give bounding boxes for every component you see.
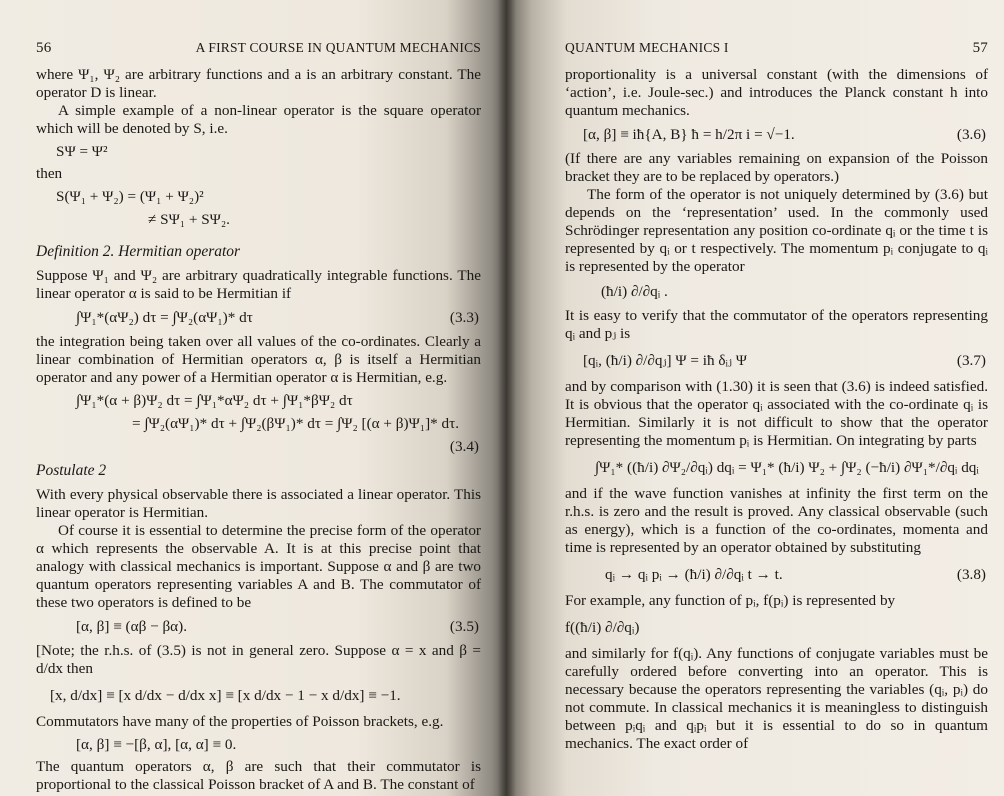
- left-paragraph-2: A simple example of a non-linear operator is the square operator which will be denoted by S, i.e.: [36, 102, 481, 137]
- equation-3-4: [36, 437, 481, 456]
- left-running-head: A FIRST COURSE IN QUANTUM MECHANICS: [195, 40, 481, 55]
- definition-2-heading: Definition 2. Hermitian operator: [36, 243, 241, 260]
- right-paragraph-1: proportionality is a universal constant (with the dimensions of ‘action’, i.e. Joule-sec.) and introduces the Planck constant h into quantum mechanics.: [565, 66, 988, 119]
- right-page-number: 57: [972, 40, 988, 56]
- right-page: [507, 0, 1004, 796]
- equation-3-8-number: (3.8): [956, 566, 986, 583]
- equation-3-7: [565, 351, 988, 370]
- equation-3-7-number: (3.7): [956, 352, 986, 369]
- then-text-1: then: [36, 165, 63, 182]
- equation-3-4-line-2: = ∫Ψ₂(αΨ₁)* dτ + ∫Ψ₂(βΨ₁)* dτ = ∫Ψ₂ [(α + β)Ψ₁]* dτ.: [132, 415, 460, 432]
- right-paragraph-4: It is easy to verify that the commutator of the operators representing qᵢ and pⱼ is: [565, 307, 988, 342]
- book-gutter-shadow: [498, 0, 516, 796]
- poisson-bracket-properties: [α, β] ≡ −[β, α], [α, α] ≡ 0.: [76, 736, 237, 753]
- equation-3-5: [36, 617, 481, 636]
- right-paragraph-5: and by comparison with (1.30) it is seen that (3.6) is indeed satisfied. It is obvious that the operator qᵢ associated with the co-ordinate qᵢ is Hermitian. Similarly it is not difficult to show that the operator representing the momentum pᵢ is Hermitian. On integrating by parts: [565, 378, 988, 449]
- left-paragraph-6: Of course it is essential to determine the precise form of the operator α which represents the observable A. It is at this precise point that analogy with classical mechanics is important. Suppose α and β are two quantum operators representing variables A and B. The commutator of these two operators is defined to be: [36, 522, 481, 611]
- postulate-2-heading: Postulate 2: [36, 462, 107, 479]
- square-operator-expansion: S(Ψ₁ + Ψ₂) = (Ψ₁ + Ψ₂)²: [56, 188, 204, 205]
- left-page-header: [36, 40, 481, 57]
- right-paragraph-2: (If there are any variables remaining on expansion of the Poisson bracket they are to be replaced by operators.): [565, 150, 988, 185]
- commutator-example-equation: [x, d/dx] ≡ [x d/dx − d/dx x] ≡ [x d/dx − 1 − x d/dx] ≡ −1.: [50, 687, 401, 704]
- right-paragraph-3: The form of the operator is not uniquely determined by (3.6) but depends on the ‘representation’ used. In the commonly used Schrödinger representation any position co-ordinate qᵢ or the time t is represented by qᵢ or t respectively. The momentum pᵢ conjugate to qᵢ is represented by the operator: [565, 186, 988, 275]
- equation-3-5-body: [α, β] ≡ (αβ − βα).: [76, 618, 187, 635]
- momentum-operator: (ħ/i) ∂/∂qᵢ .: [601, 283, 668, 300]
- integration-by-parts-equation: ∫Ψ₁* ((ħ/i) ∂Ψ₂/∂qᵢ) dqᵢ = Ψ₁* (ħ/i) Ψ₂ + ∫Ψ₂ (−ħ/i) ∂Ψ₁*/∂qᵢ dqᵢ: [595, 459, 979, 476]
- right-running-head: QUANTUM MECHANICS I: [565, 40, 729, 55]
- equation-3-8-body: qᵢ → qᵢ pᵢ → (ħ/i) ∂/∂qᵢ t → t.: [605, 566, 783, 583]
- left-page-number: 56: [36, 40, 52, 56]
- equation-3-3-body: ∫Ψ₁*(αΨ₂) dτ = ∫Ψ₂(αΨ₁)* dτ: [76, 309, 253, 326]
- equation-3-3: [36, 308, 481, 327]
- left-paragraph-7: [Note; the r.h.s. of (3.5) is not in general zero. Suppose α = x and β = d/dx then: [36, 642, 481, 677]
- equation-3-4-line-1: ∫Ψ₁*(α + β)Ψ₂ dτ = ∫Ψ₁*αΨ₂ dτ + ∫Ψ₁*βΨ₂ dτ: [76, 392, 353, 409]
- square-operator-inequality: ≠ SΨ₁ + SΨ₂.: [148, 211, 230, 228]
- equation-3-6-body: [α, β] ≡ iħ{A, B} ħ = h/2π i = √−1.: [583, 126, 795, 143]
- left-paragraph-5: With every physical observable there is associated a linear operator. This linear operator is Hermitian.: [36, 486, 481, 521]
- equation-3-4-number: (3.4): [449, 438, 479, 455]
- equation-3-7-body: [qᵢ, (ħ/i) ∂/∂qⱼ] Ψ = iħ δᵢⱼ Ψ: [583, 352, 747, 369]
- left-paragraph-3: Suppose Ψ₁ and Ψ₂ are arbitrary quadratically integrable functions. The linear operator α is said to be Hermitian if: [36, 267, 481, 302]
- left-paragraph-9: The quantum operators α, β are such that their commutator is proportional to the classical Poisson bracket of A and B. The constant of: [36, 758, 481, 793]
- right-paragraph-8: and similarly for f(qᵢ). Any functions of conjugate variables must be carefully ordered before converting into an operator. This is necessary because the operators representing the variables (qᵢ, pᵢ) do not commute. In classical mechanics it is meaningless to distinguish between pᵢqᵢ and qᵢpᵢ but it is essential to do so in quantum mechanics. The exact order of: [565, 645, 988, 752]
- equation-3-5-number: (3.5): [449, 618, 479, 635]
- equation-3-3-number: (3.3): [449, 309, 479, 326]
- right-paragraph-6: and if the wave function vanishes at infinity the first term on the r.h.s. is zero and the result is proved. Any classical observable (such as energy), which is a function of the co-ordinates, momenta and time is represented by an operator obtained by substituting: [565, 485, 988, 556]
- square-operator-equation: SΨ = Ψ²: [56, 143, 108, 160]
- equation-3-6-number: (3.6): [956, 126, 986, 143]
- equation-3-6: [565, 125, 988, 144]
- right-paragraph-7: For example, any function of pᵢ, f(pᵢ) is represented by: [565, 592, 896, 609]
- right-page-header: [565, 40, 988, 57]
- equation-3-8: [565, 565, 988, 584]
- left-paragraph-8: Commutators have many of the properties of Poisson brackets, e.g.: [36, 713, 444, 730]
- function-of-momentum-operator: f((ħ/i) ∂/∂qᵢ): [565, 619, 640, 636]
- left-paragraph-4: the integration being taken over all values of the co-ordinates. Clearly a linear combination of Hermitian operators α, β is itself a Hermitian operator and any power of a Hermitian operator α is Hermitian, e.g.: [36, 333, 481, 386]
- left-paragraph-1: where Ψ₁, Ψ₂ are arbitrary functions and a is an arbitrary constant. The operator D is linear.: [36, 66, 481, 101]
